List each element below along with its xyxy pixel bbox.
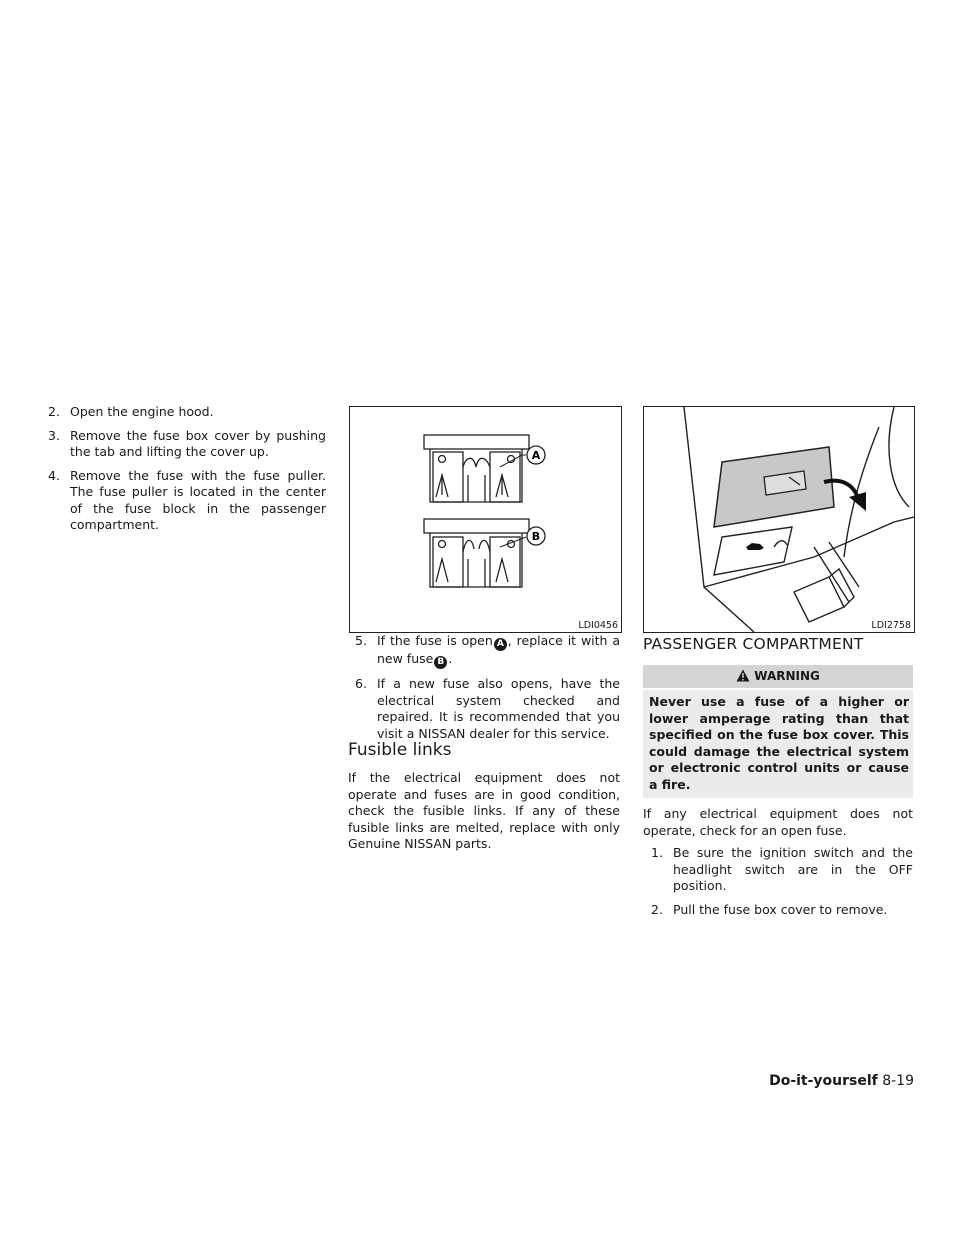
list-item: 6. If a new fuse also opens, have the electrical system checked and repaired. It is recommended that you visit a NISSAN dealer for this service. (355, 676, 620, 741)
figure-code: LDI0456 (578, 620, 618, 631)
page-number: 8-19 (882, 1073, 914, 1089)
warning-header: WARNING (643, 665, 913, 688)
list-item: 5. If the fuse is open A , replace it with a new fuse B . (355, 633, 620, 667)
fuse-drawing (350, 407, 621, 632)
fuse-cover-illustration (643, 406, 915, 633)
fuse-cover-drawing (644, 407, 914, 632)
list-item: 1. Be sure the ignition switch and the headlight switch are in the OFF position. (651, 845, 913, 893)
callout-a: A (494, 638, 507, 651)
svg-text:B: B (531, 530, 541, 543)
fuse-illustration (349, 406, 622, 633)
section-heading: Fusible links (348, 740, 452, 760)
warning-icon (736, 669, 750, 682)
left-column (48, 404, 326, 541)
callout-b: B (434, 656, 447, 669)
section-name: Do-it-yourself (769, 1073, 878, 1089)
right-column (643, 635, 913, 925)
figure-code: LDI2758 (871, 620, 911, 631)
list-item: 2. Open the engine hood. (48, 404, 214, 419)
body-text: If the electrical equipment does not operate and fuses are in good condition, check the fusible links. If any of these fusible links are melted, replace with only Genuine NISSAN parts. (348, 770, 620, 851)
page-footer (769, 1073, 914, 1089)
list-item: 3. Remove the fuse box cover by pushing the tab and lifting the cover up. (48, 427, 326, 459)
section-heading: PASSENGER COMPARTMENT (643, 635, 864, 653)
list-item: 2. Pull the fuse box cover to remove. (651, 901, 888, 917)
list-item: 4. Remove the fuse with the fuse puller. The fuse puller is located in the center of the fuse block in the passenger compartment. (48, 467, 326, 532)
warning-box (643, 665, 913, 798)
arrow-icon (849, 492, 866, 511)
svg-text:A: A (531, 449, 541, 462)
warning-text: Never use a fuse of a higher or lower amperage rating than that specified on the fuse box cover. This could damage the electrical system or electronic control units or cause a fire. (643, 690, 913, 798)
fusible-links-section (348, 728, 620, 853)
body-text: If any electrical equipment does not operate, check for an open fuse. (643, 806, 913, 838)
